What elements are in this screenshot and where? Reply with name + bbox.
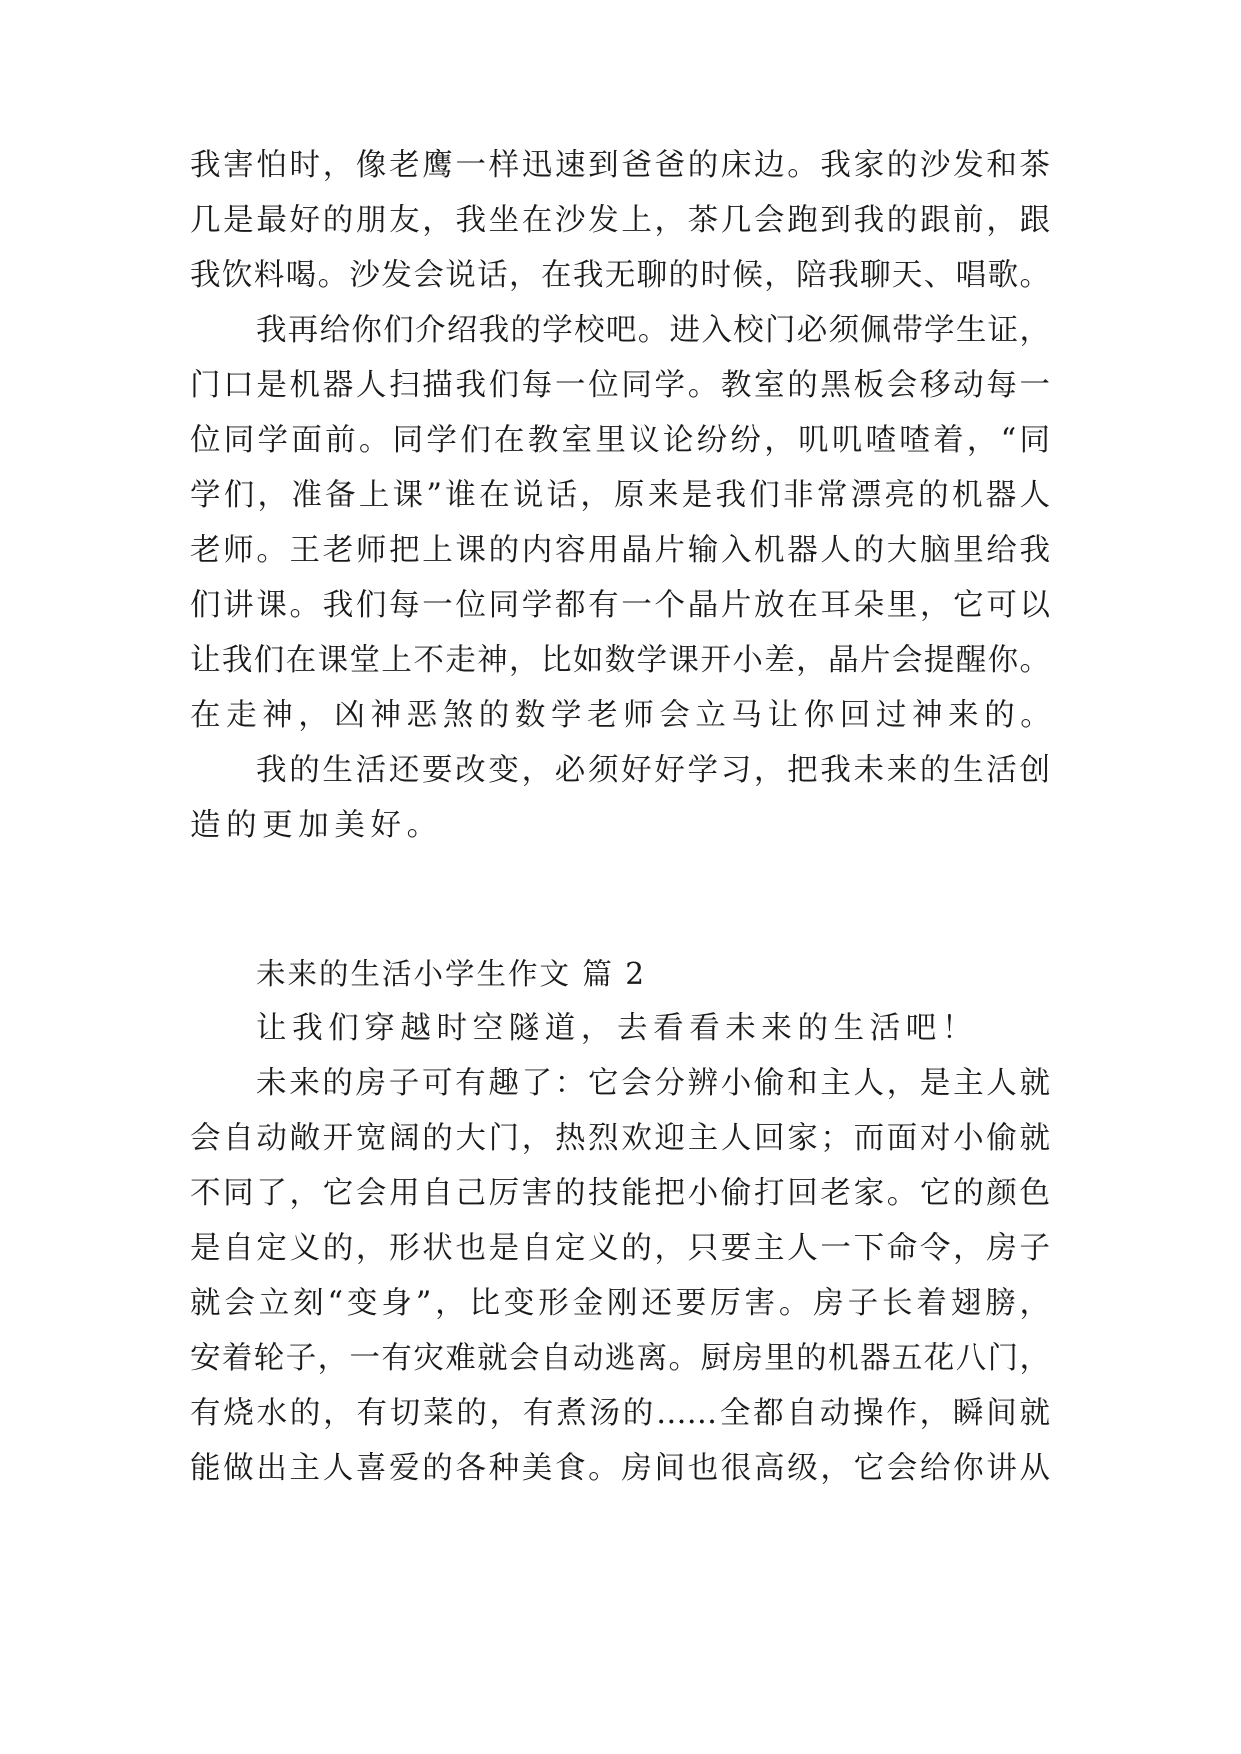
paragraph-line: 造的更加美好。	[190, 808, 443, 843]
paragraph-line: 我饮料喝。沙发会说话，在我无聊的时候，陪我聊天、唱歌。	[190, 258, 1050, 293]
paragraph-line: 能做出主人喜爱的各种美食。房间也很高级，它会给你讲从	[190, 1451, 1050, 1486]
paragraph-line: 就会立刻“变身”，比变形金刚还要厉害。房子长着翅膀，	[190, 1286, 1050, 1321]
paragraph-line: 老师。王老师把上课的内容用晶片输入机器人的大脑里给我	[190, 533, 1050, 568]
paragraph-line: 有烧水的，有切菜的，有煮汤的……全都自动操作，瞬间就	[190, 1396, 1050, 1431]
section-heading: 未来的生活小学生作文 篇 2	[256, 957, 647, 991]
paragraph-line: 安着轮子，一有灾难就会自动逃离。厨房里的机器五花八门，	[190, 1341, 1050, 1376]
paragraph-line: 不同了，它会用自己厉害的技能把小偷打回老家。它的颜色	[190, 1176, 1050, 1211]
paragraph-line: 我再给你们介绍我的学校吧。进入校门必须佩带学生证，	[256, 313, 1050, 348]
paragraph-line: 是自定义的，形状也是自定义的，只要主人一下命令，房子	[190, 1231, 1050, 1266]
paragraph-line: 门口是机器人扫描我们每一位同学。教室的黑板会移动每一	[190, 368, 1050, 403]
paragraph-line: 们讲课。我们每一位同学都有一个晶片放在耳朵里，它可以	[190, 588, 1050, 623]
paragraph-line: 让我们穿越时空隧道，去看看未来的生活吧！	[256, 1011, 978, 1046]
paragraph-line: 我害怕时，像老鹰一样迅速到爸爸的床边。我家的沙发和茶	[190, 148, 1050, 183]
paragraph-line: 学们，准备上课”谁在说话，原来是我们非常漂亮的机器人	[190, 478, 1050, 513]
paragraph-line: 位同学面前。同学们在教室里议论纷纷，叽叽喳喳着，“同	[190, 423, 1050, 458]
paragraph-line: 会自动敞开宽阔的大门，热烈欢迎主人回家；而面对小偷就	[190, 1121, 1050, 1156]
paragraph-line: 几是最好的朋友，我坐在沙发上，茶几会跑到我的跟前，跟	[190, 203, 1050, 238]
paragraph-line: 在走神，凶神恶煞的数学老师会立马让你回过神来的。	[190, 698, 1057, 733]
paragraph-line: 未来的房子可有趣了：它会分辨小偷和主人，是主人就	[256, 1066, 1050, 1101]
paragraph-line: 我的生活还要改变，必须好好学习，把我未来的生活创	[256, 753, 1050, 788]
paragraph-line: 让我们在课堂上不走神，比如数学课开小差，晶片会提醒你。	[190, 643, 1050, 678]
